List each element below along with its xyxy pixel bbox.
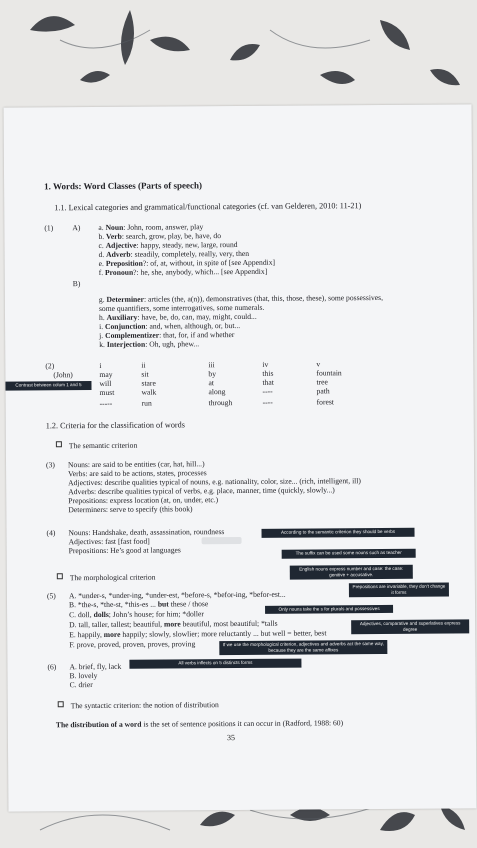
list-item: c. Adjective: happy, steady, new, large, round [98, 240, 238, 250]
bullet-syntactic-criterion: The syntactic criterion: the notion of distribution [58, 700, 219, 711]
definition-line: Verbs: are said to be actions, states, processes [68, 468, 207, 479]
example-number: (5) [46, 591, 56, 601]
page-number: 35 [226, 733, 235, 743]
section-heading: 1. Words: Word Classes (Parts of speech) [44, 180, 203, 192]
list-item: some quantifiers, some interrogatives, some numerals. [98, 302, 265, 313]
table-cell: sit [141, 369, 149, 379]
table-cell: through [208, 398, 233, 408]
table-cell: stare [141, 378, 156, 388]
example-number: (3) [46, 460, 55, 470]
table-cell: along [208, 387, 226, 397]
example-line: E. happily, more happily; slowly, slowlier; more reluctantly ... but well = better, best [69, 628, 327, 640]
table-cell: may [99, 369, 113, 379]
example-number: (6) [47, 662, 57, 672]
bullet-icon [58, 701, 64, 707]
column-header: ii [141, 360, 146, 370]
group-label-b: B) [72, 279, 81, 289]
annotation-morph-same-way: If we use the morphological criterion, adjectives and adverbs act the same way, because they are the same affixes [219, 640, 387, 655]
definition-line: Adverbs: describe qualities typical of verbs, e.g. place, manner, time (quickly, slowly...) [68, 485, 335, 497]
bullet-icon [56, 441, 62, 447]
list-item: k. Interjection: Oh, ugh, phew... [99, 339, 200, 349]
example-line: Prepositions: He’s good at languages [68, 545, 181, 556]
example-line: C. doll, dolls; John’s house; for him; *doller [69, 609, 204, 620]
table-cell: walk [141, 387, 157, 397]
column-header: iv [262, 359, 269, 369]
annotation-semantic-verbs: According to the semantic criterion they should be verbs [261, 528, 414, 538]
example-line: A. *under-s, *under-ing, *under-est, *before-s, *befor-ing, *befor-est... [68, 589, 286, 601]
annotation-prepositions-invariable: Prepositions are invariable, they don't change it forms [349, 583, 449, 598]
definition-line: Determiners: serve to specify (this book) [68, 504, 193, 515]
table-cell: must [99, 387, 115, 397]
annotation-suffix-teacher: The suffix can be used some nouns such as teacher [282, 549, 416, 559]
table-cell: that [262, 377, 274, 387]
definition-line: Prepositions: express location (at, on, under, etc.) [68, 495, 219, 506]
table-cell: ----- [99, 398, 113, 408]
example-line: Nouns: Handshake, death, assassination, roundness [68, 527, 225, 538]
example-line: B. *the-s, *the-st, *this-es ... but these / those [68, 599, 209, 610]
example-number: (2) [45, 361, 55, 371]
column-header: iii [208, 360, 215, 370]
annotation-only-nouns: Only nouns take the s for plurals and possessives [265, 605, 393, 614]
table-cell: path [316, 386, 330, 396]
list-item: b. Verb: search, grow, play, be, have, do [98, 231, 222, 241]
list-item: a. Noun: John, room, answer, play [98, 222, 204, 232]
subsection-heading: 1.2. Criteria for the classification of words [45, 420, 185, 431]
bullet-semantic-criterion: The semantic criterion [56, 441, 137, 451]
subsection-heading: 1.1. Lexical categories and grammatical/functional categories (cf. van Gelderen, 2010: 11-21) [54, 201, 362, 213]
table-cell: this [262, 368, 274, 378]
list-item: i. Conjunction: and, when, although, or, but... [99, 320, 241, 331]
list-item: h. Auxiliary: have, be, do, can, may, might, could... [98, 311, 257, 322]
column-header: i [99, 360, 102, 370]
table-cell: tree [316, 377, 328, 387]
table-cell: at [208, 378, 214, 388]
example-line: Adjectives: fast [fast food] [68, 536, 150, 547]
bullet-icon [57, 573, 63, 579]
highlight-mark [202, 537, 242, 544]
group-label-a: A) [72, 223, 81, 233]
subject-label: (John) [53, 370, 73, 380]
example-line: C. drier [69, 680, 93, 690]
annotation-adjectives-degree: Adjectives, comparative and superlatives express degree [351, 619, 469, 634]
distribution-definition: The distribution of a word is the set of sentence positions it can occur in (Radford, 1988: 60) [55, 718, 344, 730]
list-item: j. Complementizer: that, for, if and whether [99, 330, 235, 340]
annotation-english-nouns: English nouns express number and case: the case: genitive + accusative. [290, 565, 413, 580]
example-number: (1) [44, 223, 54, 233]
list-item: f. Pronoun?: he, she, anybody, which... [see Appendix] [98, 266, 268, 277]
example-line: D. tall, taller, tallest; beautiful, more beautiful, most beautiful; *talls [69, 618, 278, 630]
table-cell: by [208, 369, 217, 379]
definition-line: Nouns: are said to be entities (car, hat, hill...) [68, 459, 205, 470]
example-line: B. lovely [69, 671, 98, 681]
annotation-contrast: Contrast between colum 1 and 5 [5, 381, 91, 391]
list-item: e. Preposition?: of, at, without, in spite of [see Appendix] [98, 257, 276, 268]
annotation-all-verbs: All verbs inflects on 5 distincts forms [129, 659, 301, 669]
definition-line: Adjectives: describe qualities typical of nouns, e.g. nationality, color, size... (rich, intelligent, ill) [68, 476, 361, 488]
table-cell: will [99, 378, 112, 388]
bullet-morphological-criterion: The morphological criterion [57, 573, 156, 583]
column-header: v [316, 359, 321, 369]
table-cell: fountain [316, 368, 342, 378]
table-cell: forest [316, 397, 334, 407]
example-line: F. prove, proved, proven, proves, proving [69, 639, 196, 650]
document-page [4, 104, 477, 811]
table-cell: run [141, 398, 152, 408]
list-item: d. Adverb: steadily, completely, really, very, then [98, 248, 250, 259]
list-item: g. Determiner: articles (the, a(n)), demonstratives (that, this, those, these), some possessives, [98, 292, 383, 304]
table-cell: ---- [262, 397, 273, 407]
table-cell: ---- [262, 386, 273, 396]
example-number: (4) [46, 528, 56, 538]
example-line: A. brief, fly, lack [69, 661, 122, 672]
